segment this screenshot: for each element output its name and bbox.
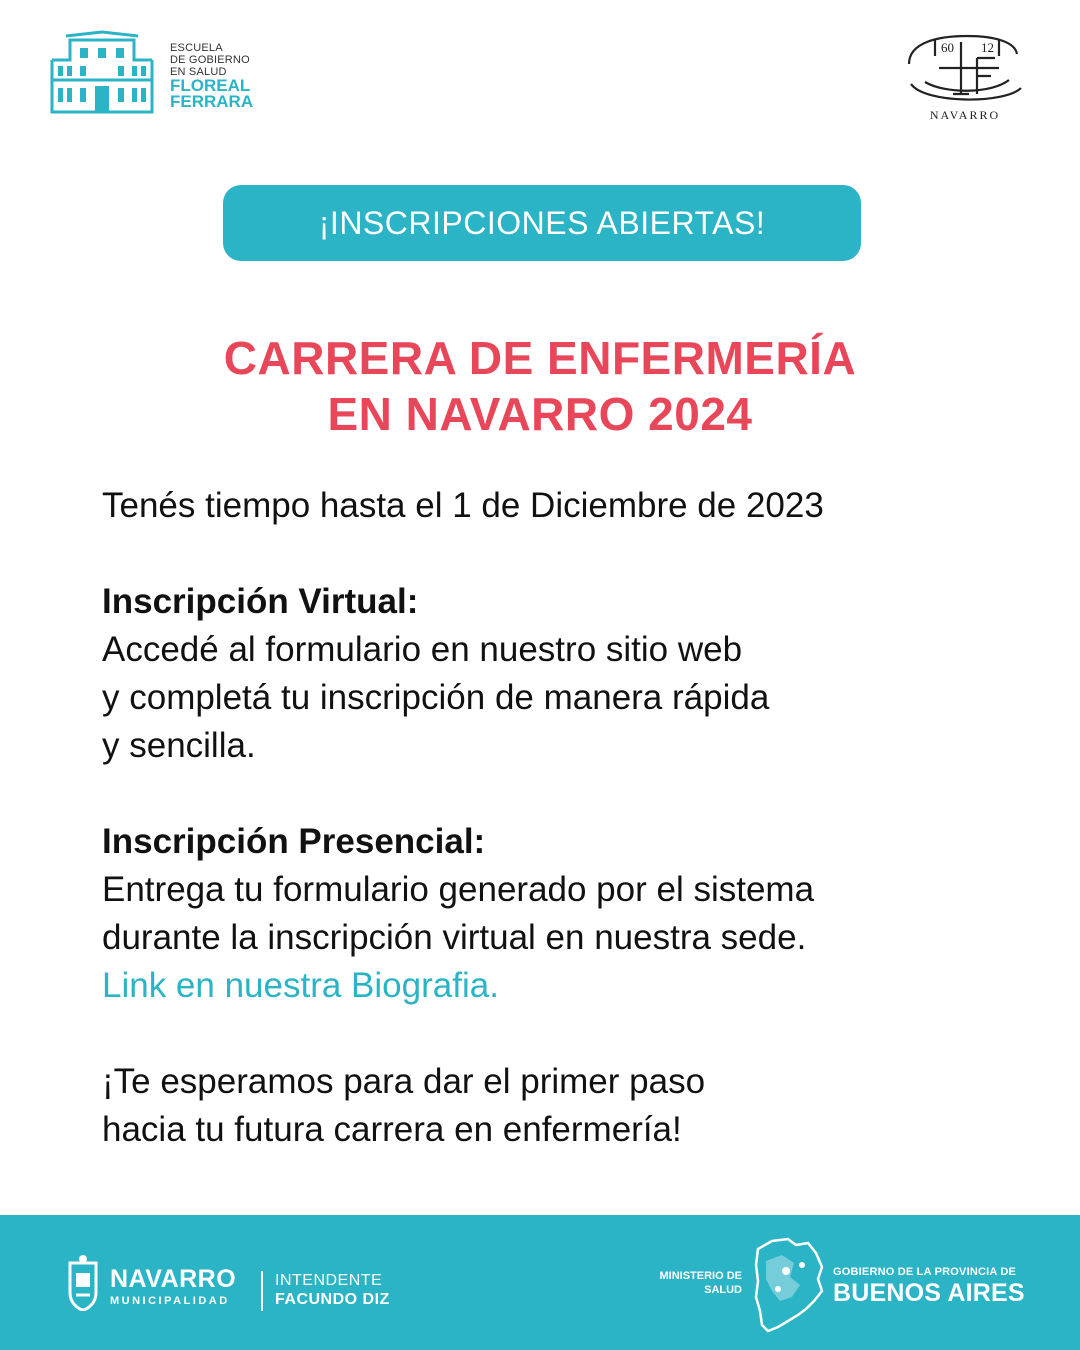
school-logo-line5: FERRARA [170, 92, 254, 111]
presencial-heading: Inscripción Presencial: [102, 822, 486, 861]
gobierno-big-text: BUENOS AIRES [833, 1279, 1025, 1307]
institution-logo-caption: NAVARRO [929, 108, 1001, 122]
school-logo [50, 30, 270, 116]
svg-text:60: 60 [941, 40, 954, 55]
intendente-name: FACUNDO DIZ [275, 1291, 390, 1308]
intendente-label: INTENDENTE [275, 1272, 383, 1289]
municipality-name: NAVARRO [110, 1265, 237, 1293]
intendente-block [275, 1271, 390, 1309]
ministerio-line2: SALUD [704, 1284, 742, 1296]
school-logo-line4: FLOREAL [170, 76, 251, 95]
school-logo-line3: EN SALUD [170, 66, 227, 78]
institution-logo [895, 28, 1045, 128]
navarro-shield-icon [66, 1253, 100, 1311]
presencial-line2: durante la inscripción virtual en nuestra sede. [102, 918, 807, 957]
school-building-icon [50, 30, 154, 114]
virtual-line3: y sencilla. [102, 726, 256, 765]
school-logo-line1: ESCUELA [170, 42, 223, 54]
gobierno-small-text: GOBIERNO DE LA PROVINCIA DE [833, 1266, 1017, 1278]
page-title-line1: CARRERA DE ENFERMERÍA [223, 332, 857, 384]
footer-bar [0, 1215, 1080, 1350]
presencial-line1: Entrega tu formulario generado por el sistema [102, 870, 815, 909]
virtual-line2: y completá tu inscripción de manera rápida [102, 678, 770, 717]
page-title-line2: EN NAVARRO 2024 [327, 388, 753, 440]
registration-open-label: ¡INSCRIPCIONES ABIERTAS! [318, 204, 766, 241]
closing-line1: ¡Te esperamos para dar el primer paso [102, 1062, 706, 1101]
buenos-aires-map-icon [752, 1235, 826, 1335]
virtual-line1: Accedé al formulario en nuestro sitio web [102, 630, 743, 669]
ministerio-line1: MINISTERIO DE [659, 1270, 742, 1282]
bio-link[interactable]: Link en nuestra Biografia. [102, 966, 499, 1005]
virtual-heading: Inscripción Virtual: [102, 582, 419, 621]
main-content [102, 482, 1002, 1154]
closing-line2: hacia tu futura carrera en enfermería! [102, 1110, 682, 1149]
school-logo-line2: DE GOBIERNO [170, 54, 250, 66]
institution-emblem-icon [895, 28, 1035, 108]
ministerio-salud [600, 1269, 742, 1297]
svg-text:12: 12 [981, 40, 994, 55]
footer-divider [261, 1271, 263, 1311]
municipality-subtitle: MUNICIPALIDAD [110, 1295, 230, 1307]
registration-open-badge [223, 185, 861, 261]
deadline-text: Tenés tiempo hasta el 1 de Diciembre de 2023 [102, 486, 824, 525]
page-title [0, 330, 1080, 442]
